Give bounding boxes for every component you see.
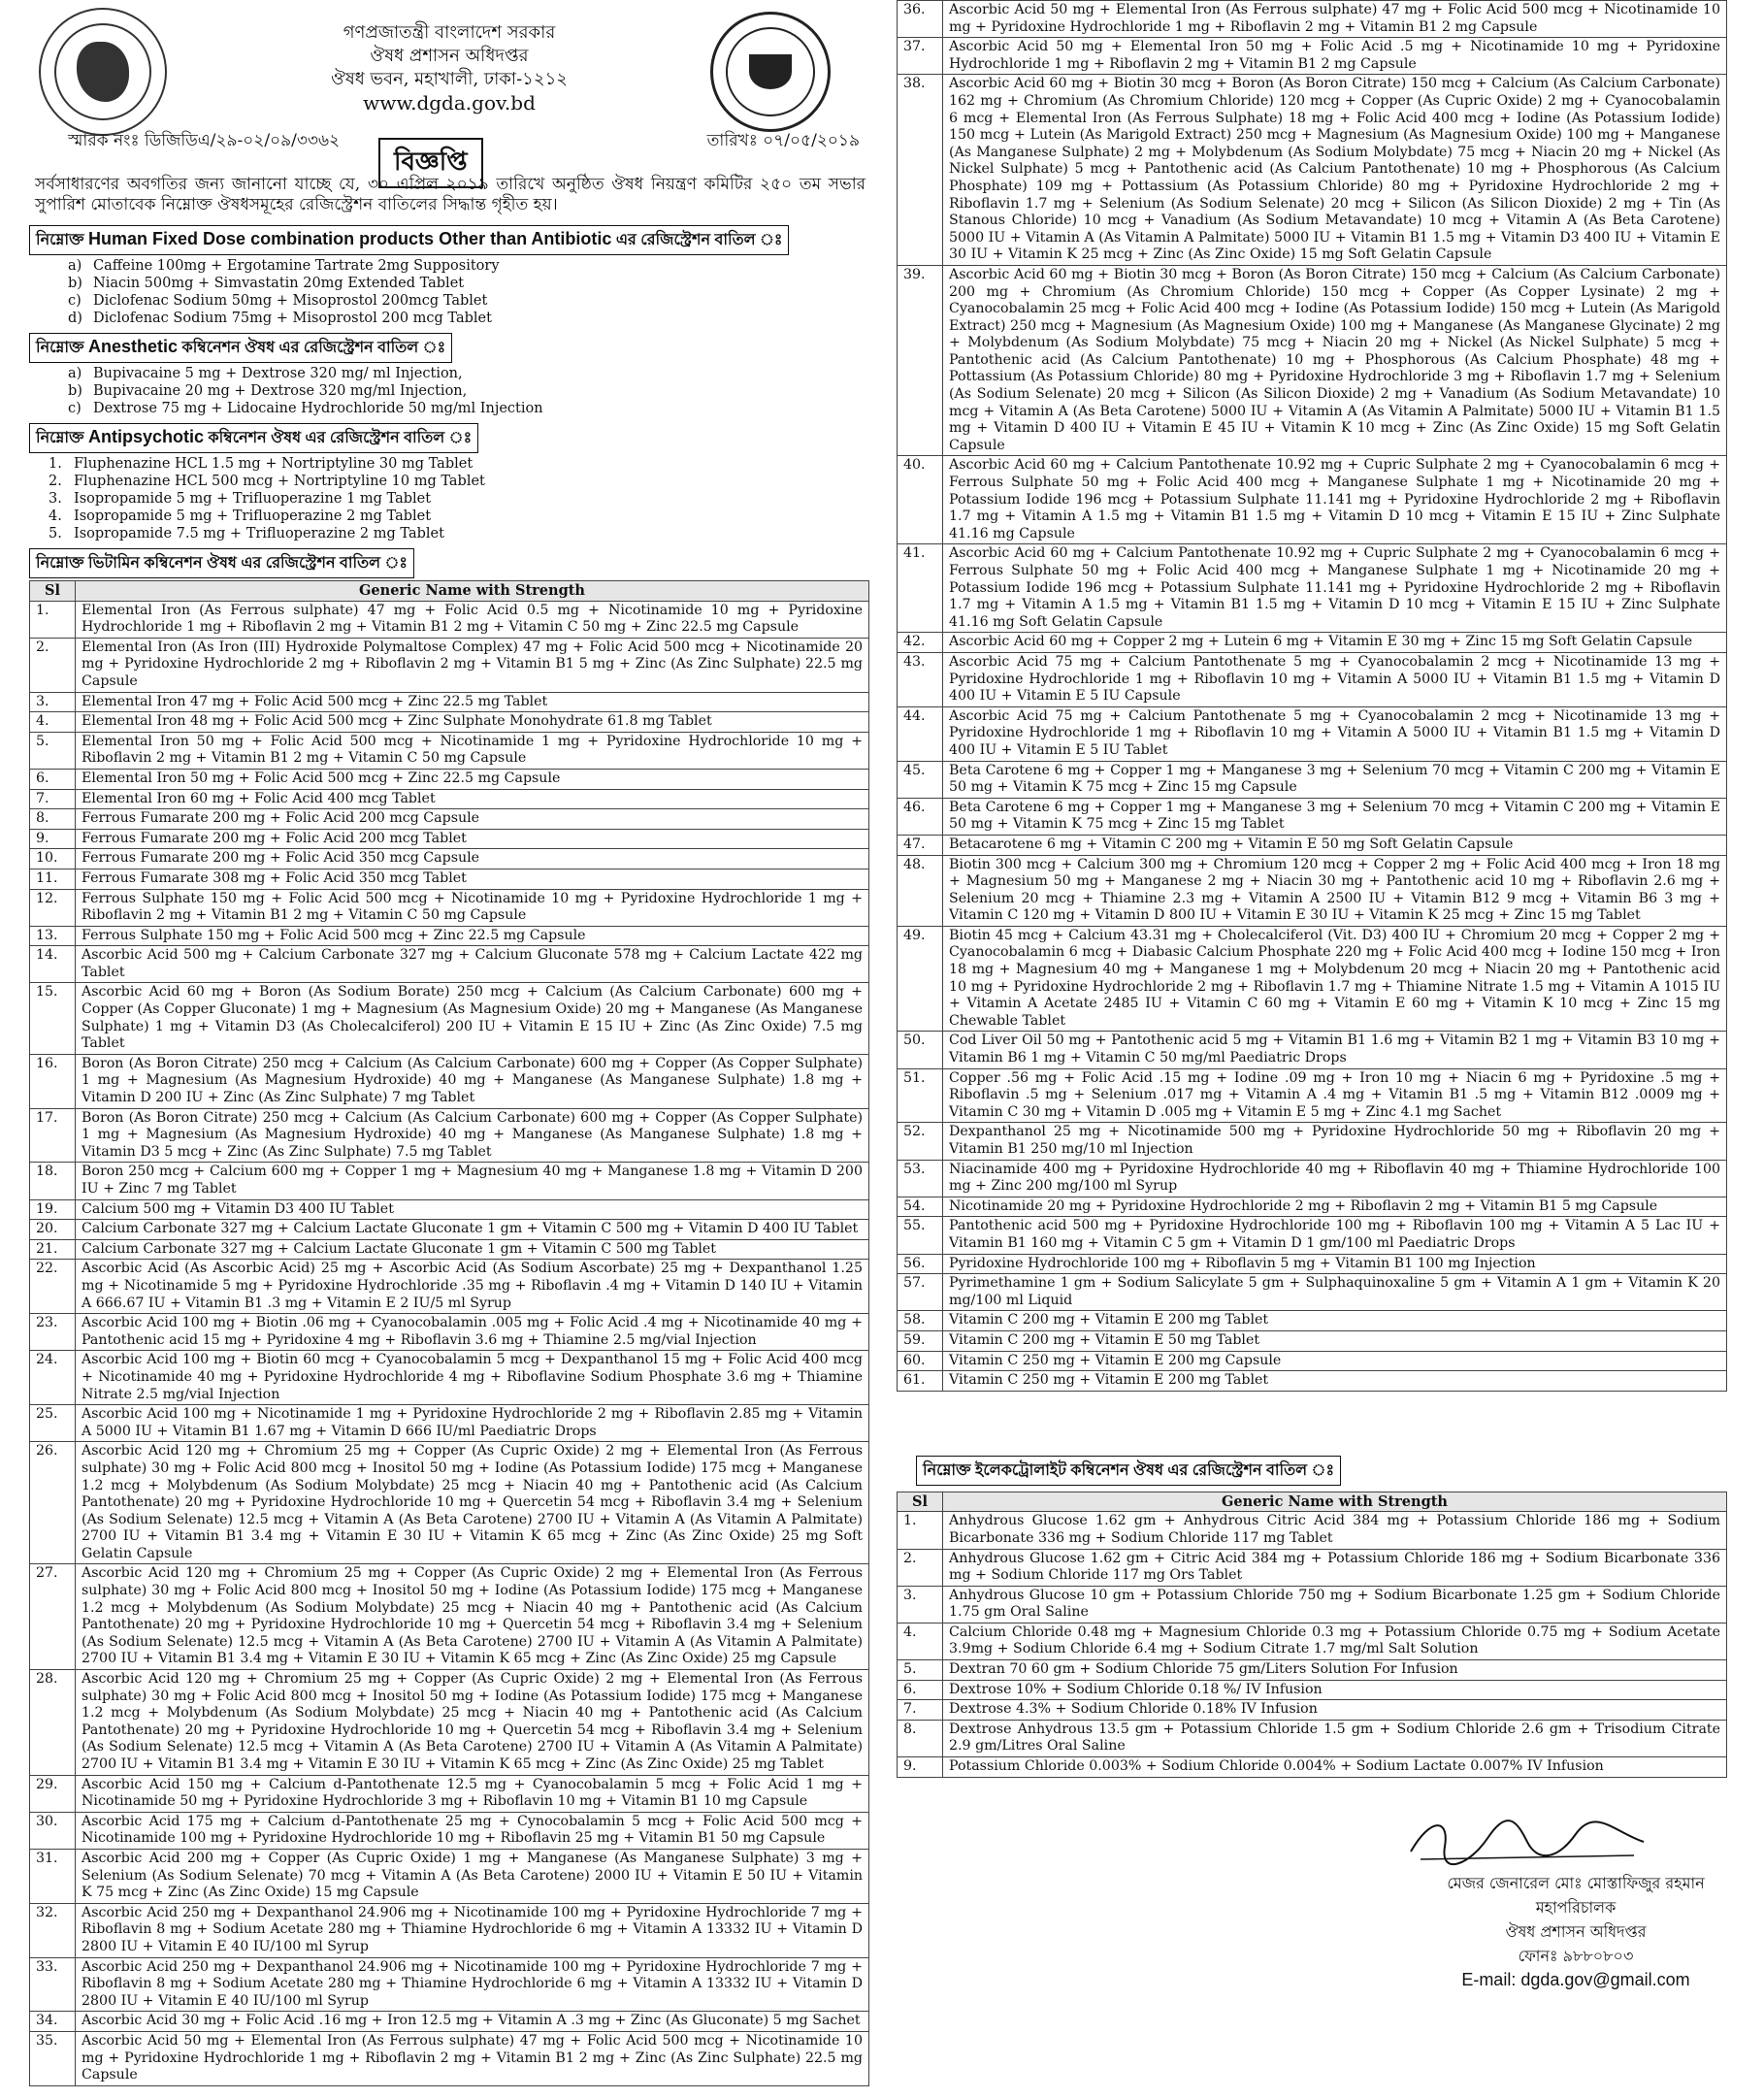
row-generic-name: Niacinamide 400 mg + Pyridoxine Hydrochloride 40 mg + Riboflavin 40 mg + Thiamine Hydrochloride 100 mg + Zinc 200 mg/100 ml Syrup bbox=[943, 1160, 1727, 1197]
table-row bbox=[898, 1680, 1727, 1700]
table-row bbox=[898, 761, 1727, 798]
table-row bbox=[30, 1670, 869, 1776]
row-generic-name: Ascorbic Acid 100 mg + Nicotinamide 1 mg + Pyridoxine Hydrochloride 2 mg + Riboflavin 2.85 mg + Vitamin A 5000 IU + Vitamin B1 1.67 mg + Vitamin D 666 IU/ml Paediatric Drops bbox=[76, 1405, 869, 1442]
table-row bbox=[30, 1220, 869, 1240]
list-item bbox=[68, 292, 869, 310]
row-serial: 55. bbox=[898, 1217, 943, 1254]
government-name: গণপ্রজাতন্ত্রী বাংলাদেশ সরকার bbox=[343, 22, 556, 43]
row-serial: 7. bbox=[898, 1700, 943, 1721]
table-header-sl: Sl bbox=[898, 1492, 943, 1512]
row-serial: 41. bbox=[898, 544, 943, 633]
table-row bbox=[30, 1849, 869, 1903]
table-row bbox=[898, 1720, 1727, 1756]
row-generic-name: Ferrous Fumarate 308 mg + Folic Acid 350 mcg Tablet bbox=[76, 869, 869, 889]
list-marker: b) bbox=[68, 276, 82, 291]
table-header-sl: Sl bbox=[30, 581, 76, 602]
list-marker: 1. bbox=[49, 456, 62, 472]
vitamin-table-part1 bbox=[29, 580, 869, 2086]
row-serial: 13. bbox=[30, 926, 76, 946]
table-row bbox=[30, 1442, 869, 1564]
row-generic-name: Dextrose Anhydrous 13.5 gm + Potassium Chloride 1.5 gm + Sodium Chloride 2.6 gm + Trisodium Citrate 2.9 gm/Litres Oral Saline bbox=[943, 1720, 1727, 1756]
row-serial: 9. bbox=[898, 1757, 943, 1778]
list-item bbox=[68, 365, 869, 382]
row-generic-name: Elemental Iron (As Ferrous sulphate) 47 mg + Folic Acid 0.5 mg + Nicotinamide 10 mg + Pyridoxine Hydrochloride 1 mg + Riboflavin 2 mg + Vitamin B1 2 mg + Vitamin C 50 mg + Zinc 22.5 mg Capsule bbox=[76, 601, 869, 638]
table-row bbox=[30, 1199, 869, 1220]
row-generic-name: Vitamin C 250 mg + Vitamin E 200 mg Capsule bbox=[943, 1351, 1727, 1371]
signature-icon bbox=[1401, 1813, 1653, 1871]
signatory-phone: ফোনঃ ৯৮৮০৮০৩ bbox=[1518, 1946, 1634, 1965]
row-generic-name: Dextran 70 60 gm + Sodium Chloride 75 gm/Liters Solution For Infusion bbox=[943, 1660, 1727, 1681]
row-serial: 32. bbox=[30, 1903, 76, 1957]
row-generic-name: Beta Carotene 6 mg + Copper 1 mg + Manganese 3 mg + Selenium 70 mcg + Vitamin C 200 mg + Vitamin E 50 mg + Vitamin K 75 mcg + Zinc 15 mg Capsule bbox=[943, 761, 1727, 798]
row-serial: 35. bbox=[30, 2031, 76, 2085]
row-generic-name: Elemental Iron 60 mg + Folic Acid 400 mcg Tablet bbox=[76, 789, 869, 809]
table-header-name: Generic Name with Strength bbox=[943, 1492, 1727, 1512]
table-row bbox=[898, 1, 1727, 38]
row-serial: 25. bbox=[30, 1405, 76, 1442]
intro-paragraph: সর্বসাধারণের অবগতির জন্য জানানো যাচ্ছে যে, ৩০ এপ্রিল ২০১৯ তারিখে অনুষ্ঠিত ঔষধ নিয়ন্ত্রণ কমিটির ২৫০ তম সভার সুপারিশ মোতাবেক নিম্নোক্ত ঔষধসমূহের রেজিস্ট্রেশন বাতিলের সিদ্ধান্ত গৃহীত হয়। bbox=[35, 175, 866, 214]
table-row bbox=[898, 1311, 1727, 1331]
row-generic-name: Boron 250 mcg + Calcium 600 mg + Copper 1 mg + Magnesium 40 mg + Manganese 1.8 mg + Vitamin D 200 IU + Zinc 7 mg Tablet bbox=[76, 1163, 869, 1199]
row-generic-name: Ascorbic Acid 100 mg + Biotin .06 mg + Cyanocobalamin .005 mg + Folic Acid .4 mg + Nicotinamide 40 mg + Pantothenic acid 15 mg + Pyridoxine 4 mg + Riboflavin 3.6 mg + Thiamine 2.5 mg/vial Injection bbox=[76, 1314, 869, 1351]
row-generic-name: Ascorbic Acid 75 mg + Calcium Pantothenate 5 mg + Cyanocobalamin 2 mcg + Nicotinamide 13 mg + Pyridoxine Hydrochloride 1 mg + Riboflavin 10 mg + Vitamin A 5000 IU + Vitamin B1 1.5 mg + Vitamin D 400 IU + Vitamin E 5 IU Capsule bbox=[943, 652, 1727, 706]
list-item-text: Bupivacaine 20 mg + Dextrose 320 mg/ml Injection, bbox=[93, 383, 468, 399]
row-generic-name: Anhydrous Glucose 1.62 gm + Anhydrous Citric Acid 384 mg + Potassium Chloride 186 mg + Sodium Bicarbonate 336 mg + Sodium Chloride 117 mg Tablet bbox=[943, 1512, 1727, 1549]
row-generic-name: Vitamin C 250 mg + Vitamin E 200 mg Tablet bbox=[943, 1371, 1727, 1392]
row-serial: 3. bbox=[30, 692, 76, 712]
row-serial: 19. bbox=[30, 1199, 76, 1220]
row-serial: 1. bbox=[898, 1512, 943, 1549]
table-row bbox=[898, 1586, 1727, 1623]
table-row bbox=[30, 1957, 869, 2012]
table-row bbox=[898, 1512, 1727, 1549]
row-generic-name: Ascorbic Acid 60 mg + Boron (As Sodium Borate) 250 mcg + Calcium (As Calcium Carbonate) 600 mg + Copper (As Copper Gluconate) 1 mg + Magnesium (As Magnesium Oxide) 20 mg + Manganese (As Manganese Sulphate) 1 mg + Vitamin D3 (As Cholecalciferol) 200 IU + Vitamin E 15 IU + Zinc (As Zinc Oxide) 7.5 mg Tablet bbox=[76, 983, 869, 1054]
row-serial: 23. bbox=[30, 1314, 76, 1351]
list-marker: c) bbox=[68, 293, 82, 309]
table-row bbox=[30, 869, 869, 889]
list-item-text: Diclofenac Sodium 75mg + Misoprostol 200 mcg Tablet bbox=[93, 311, 492, 326]
row-serial: 15. bbox=[30, 983, 76, 1054]
row-generic-name: Vitamin C 200 mg + Vitamin E 200 mg Tablet bbox=[943, 1311, 1727, 1331]
table-row bbox=[30, 926, 869, 946]
table-row bbox=[30, 1812, 869, 1849]
row-serial: 60. bbox=[898, 1351, 943, 1371]
row-serial: 50. bbox=[898, 1032, 943, 1068]
table-row bbox=[898, 1068, 1727, 1123]
row-serial: 59. bbox=[898, 1330, 943, 1351]
list-item bbox=[49, 508, 869, 525]
list-item-text: Dextrose 75 mg + Lidocaine Hydrochloride 50 mg/ml Injection bbox=[93, 401, 543, 416]
table-row bbox=[898, 706, 1727, 761]
table-row bbox=[898, 1330, 1727, 1351]
table-row bbox=[898, 1351, 1727, 1371]
row-generic-name: Ascorbic Acid 60 mg + Calcium Pantothenate 10.92 mg + Cupric Sulphate 2 mg + Cyanocobalamin 6 mcg + Ferrous Sulphate 50 mg + Folic Acid 400 mcg + Manganese Sulphate 1 mg + Nicotinamide 20 mg + Potassium Iodide 196 mcg + Potassium Sulphate 11.141 mg + Pyridoxine Hydrochloride 2 mg + Riboflavin 1.7 mg + Vitamin A 1.5 mg + Vitamin B1 1.5 mg + Vitamin D 10 mcg + Vitamin E 15 IU + Zinc Sulphate 41.16 mg Soft Gelatin Capsule bbox=[943, 544, 1727, 633]
table-row bbox=[30, 1314, 869, 1351]
row-serial: 49. bbox=[898, 926, 943, 1032]
row-generic-name: Ascorbic Acid 50 mg + Elemental Iron (As Ferrous sulphate) 47 mg + Folic Acid 500 mcg + Nicotinamide 10 mg + Pyridoxine Hydrochloride 1 mg + Riboflavin 2 mg + Vitamin B1 2 mg + Zinc (As Zinc Sulphate) 22.5 mg Capsule bbox=[76, 2031, 869, 2085]
section-heading-fdc: নিম্নোক্ত Human Fixed Dose combination products Other than Antibiotic এর রেজিস্ট্রেশন বাতিল ঃ bbox=[29, 225, 789, 255]
list-marker: a) bbox=[68, 258, 82, 274]
row-generic-name: Dextrose 10% + Sodium Chloride 0.18 %/ IV Infusion bbox=[943, 1680, 1727, 1700]
list-item-text: Niacin 500mg + Simvastatin 20mg Extended Tablet bbox=[93, 276, 465, 291]
row-generic-name: Boron (As Boron Citrate) 250 mcg + Calcium (As Calcium Carbonate) 600 mg + Copper (As Copper Sulphate) 1 mg + Magnesium (As Magnesium Hydroxide) 40 mg + Manganese (As Manganese Sulphate) 1.8 mg + Vitamin D3 5 mcg + Zinc (As Zinc Sulphate) 7.5 mg Tablet bbox=[76, 1108, 869, 1163]
table-row bbox=[30, 1163, 869, 1199]
row-generic-name: Biotin 45 mcg + Calcium 43.31 mg + Cholecalciferol (Vit. D3) 400 IU + Chromium 20 mcg + Copper 2 mg + Cyanocobalamin 6 mcg + Diabasic Calcium Phosphate 220 mg + Folic Acid 400 mcg + Iodine 150 mcg + Iron 18 mg + Magnesium 40 mg + Manganese 1 mg + Molybdenum 20 mcg + Niacin 20 mg + Pantothenic acid 10 mg + Pyridoxine Hydrochloride 2 mg + Riboflavin 1.7 mg + Thiamine Nitrate 1.5 mg + Vitamin A 1015 IU + Vitamin A Acetate 2485 IU + Vitamin C 60 mg + Vitamin E 60 mg + Vitamin K 10 mcg + Zinc 15 mg Chewable Tablet bbox=[943, 926, 1727, 1032]
table-row bbox=[30, 829, 869, 849]
table-row bbox=[30, 769, 869, 789]
row-generic-name: Pyrimethamine 1 gm + Sodium Salicylate 5 gm + Sulphaquinoxaline 5 gm + Vitamin A 1 gm + Vitamin K 20 mg/100 ml Liquid bbox=[943, 1274, 1727, 1311]
table-row bbox=[898, 265, 1727, 456]
letterhead bbox=[29, 0, 869, 177]
left-column bbox=[29, 0, 869, 2086]
table-row bbox=[30, 889, 869, 926]
table-row bbox=[30, 946, 869, 983]
table-row bbox=[30, 692, 869, 712]
row-serial: 40. bbox=[898, 456, 943, 544]
row-serial: 9. bbox=[30, 829, 76, 849]
table-row bbox=[898, 798, 1727, 835]
list-item bbox=[49, 455, 869, 473]
table-row bbox=[898, 1123, 1727, 1160]
row-serial: 56. bbox=[898, 1254, 943, 1274]
row-generic-name: Ascorbic Acid 150 mg + Calcium d-Pantothenate 12.5 mg + Cyanocobalamin 5 mcg + Folic Acid 1 mg + Nicotinamide 50 mg + Pyridoxine Hydrochloride 3 mg + Riboflavin 10 mg + Vitamin B1 10 mg Capsule bbox=[76, 1775, 869, 1812]
row-serial: 6. bbox=[898, 1680, 943, 1700]
list-item-text: Fluphenazine HCL 1.5 mg + Nortriptyline 30 mg Tablet bbox=[74, 456, 474, 472]
row-serial: 52. bbox=[898, 1123, 943, 1160]
list-item bbox=[49, 525, 869, 542]
row-serial: 29. bbox=[30, 1775, 76, 1812]
table-row bbox=[30, 1054, 869, 1108]
table-row bbox=[898, 75, 1727, 266]
row-serial: 18. bbox=[30, 1163, 76, 1199]
list-item bbox=[68, 310, 869, 327]
row-generic-name: Ascorbic Acid 120 mg + Chromium 25 mg + Copper (As Cupric Oxide) 2 mg + Elemental Iron (As Ferrous sulphate) 30 mg + Folic Acid 800 mcg + Inositol 50 mg + Iodine (As Potassium Iodide) 175 mcg + Manganese 1.2 mcg + Molybdenum (As Sodium Molybdate) 25 mcg + Niacin 40 mg + Pantothenic acid (As Calcium Pantothenate) 20 mg + Pyridoxine Hydrochloride 10 mg + Quercetin 54 mcg + Riboflavin 3.4 mg + Selenium (As Sodium Selenate) 12.5 mcg + Vitamin A (As Beta Carotene) 2700 IU + Vitamin A (As Vitamin A Palmitate) 2700 IU + Vitamin B1 3.4 mg + Vitamin E 30 IU + Vitamin K 65 mcg + Zinc (As Zinc Oxide) 25 mg Soft Gelatin Capsule bbox=[76, 1442, 869, 1564]
row-generic-name: Ascorbic Acid 50 mg + Elemental Iron 50 mg + Folic Acid .5 mg + Nicotinamide 10 mg + Pyridoxine Hydrochloride 1 mg + Riboflavin 2 mg + Vitamin B1 2 mg Capsule bbox=[943, 38, 1727, 75]
table-row bbox=[30, 849, 869, 869]
row-generic-name: Ferrous Fumarate 200 mg + Folic Acid 200 mcg Capsule bbox=[76, 809, 869, 830]
row-serial: 17. bbox=[30, 1108, 76, 1163]
table-row bbox=[30, 1405, 869, 1442]
table-row bbox=[898, 1549, 1727, 1586]
list-item-text: Isopropamide 5 mg + Trifluoperazine 2 mg Tablet bbox=[74, 508, 432, 524]
table-row bbox=[30, 1775, 869, 1812]
row-generic-name: Elemental Iron 48 mg + Folic Acid 500 mcg + Zinc Sulphate Monohydrate 61.8 mg Tablet bbox=[76, 712, 869, 733]
row-generic-name: Elemental Iron 47 mg + Folic Acid 500 mcg + Zinc 22.5 mg Tablet bbox=[76, 692, 869, 712]
row-generic-name: Ascorbic Acid 100 mg + Biotin 60 mcg + Cyanocobalamin 5 mcg + Dexpanthanol 15 mg + Folic Acid 400 mcg + Nicotinamide 40 mg + Pyridoxine Hydrochloride 4 mg + Riboflavine Sodium Phosphate 3.6 mg + Thiamine Nitrate 2.5 mg/vial Injection bbox=[76, 1351, 869, 1405]
table-row bbox=[30, 1108, 869, 1163]
vitamin-table-part2 bbox=[897, 0, 1727, 1392]
section-heading-electrolyte: নিম্নোক্ত ইলেকট্রোলাইট কম্বিনেশন ঔষধ এর রেজিস্ট্রেশন বাতিল ঃ bbox=[916, 1456, 1341, 1486]
row-generic-name: Vitamin C 200 mg + Vitamin E 50 mg Tablet bbox=[943, 1330, 1727, 1351]
table-row bbox=[898, 456, 1727, 544]
list-item-text: Isopropamide 5 mg + Trifluoperazine 1 mg Tablet bbox=[74, 491, 432, 507]
department-address: ঔষধ ভবন, মহাখালী, ঢাকা-১২১২ bbox=[331, 69, 568, 89]
row-serial: 1. bbox=[30, 601, 76, 638]
list-item-text: Bupivacaine 5 mg + Dextrose 320 mg/ ml Injection, bbox=[93, 366, 463, 381]
row-serial: 42. bbox=[898, 633, 943, 653]
row-serial: 4. bbox=[898, 1623, 943, 1659]
row-generic-name: Elemental Iron 50 mg + Folic Acid 500 mcg + Zinc 22.5 mg Capsule bbox=[76, 769, 869, 789]
row-serial: 6. bbox=[30, 769, 76, 789]
table-row bbox=[30, 809, 869, 830]
section-heading-anesthetic: নিম্নোক্ত Anesthetic কম্বিনেশন ঔষধ এর রেজিস্ট্রেশন বাতিল ঃ bbox=[29, 333, 452, 363]
row-generic-name: Ascorbic Acid 200 mg + Copper (As Cupric Oxide) 1 mg + Manganese (As Manganese Sulphate) 3 mg + Selenium (As Sodium Selenate) 70 mcg + Vitamin A (As Beta Carotene) 2000 IU + Vitamin E 50 IU + Vitamin K 75 mcg + Zinc (As Zinc Oxide) 15 mg Capsule bbox=[76, 1849, 869, 1903]
table-row bbox=[898, 1274, 1727, 1311]
row-serial: 5. bbox=[898, 1660, 943, 1681]
table-row bbox=[30, 601, 869, 638]
table-row bbox=[30, 638, 869, 692]
table-row bbox=[898, 1160, 1727, 1197]
row-generic-name: Elemental Iron 50 mg + Folic Acid 500 mcg + Nicotinamide 1 mg + Pyridoxine Hydrochloride 10 mg + Riboflavin 2 mg + Vitamin B1 2 mg + Vitamin C 50 mg Capsule bbox=[76, 732, 869, 769]
table-row bbox=[30, 1351, 869, 1405]
row-serial: 3. bbox=[898, 1586, 943, 1623]
section-heading-antipsychotic: নিম্নোক্ত Antipsychotic কম্বিনেশন ঔষধ এর রেজিস্ট্রেশন বাতিল ঃ bbox=[29, 423, 478, 453]
row-serial: 53. bbox=[898, 1160, 943, 1197]
signatory-name: মেজর জেনারেল মোঃ মোস্তাফিজুর রহমান bbox=[1447, 1873, 1705, 1892]
row-serial: 34. bbox=[30, 2012, 76, 2032]
row-serial: 36. bbox=[898, 1, 943, 38]
list-item bbox=[68, 257, 869, 275]
row-generic-name: Ascorbic Acid 50 mg + Elemental Iron (As Ferrous sulphate) 47 mg + Folic Acid 500 mcg + Nicotinamide 10 mg + Pyridoxine Hydrochloride 1 mg + Riboflavin 2 mg + Vitamin B1 2 mg Capsule bbox=[943, 1, 1727, 38]
anesthetic-list bbox=[68, 365, 869, 417]
table-row bbox=[898, 652, 1727, 706]
row-generic-name: Biotin 300 mcg + Calcium 300 mg + Chromium 120 mcg + Copper 2 mg + Folic Acid 400 mcg + Iron 18 mg + Magnesium 50 mg + Manganese 2 mg + Niacin 30 mg + Pantothenic acid 10 mg + Riboflavin 2.6 mg + Selenium 20 mcg + Thiamine 2.3 mg + Vitamin A 2500 IU + Vitamin B12 9 mcg + Vitamin B6 3 mg + Vitamin C 120 mg + Vitamin D 800 IU + Vitamin E 30 IU + Vitamin K 25 mcg + Zinc 15 mg Tablet bbox=[943, 855, 1727, 926]
row-generic-name: Ascorbic Acid 60 mg + Calcium Pantothenate 10.92 mg + Cupric Sulphate 2 mg + Cyanocobalamin 6 mcg + Ferrous Sulphate 50 mg + Folic Acid 400 mcg + Manganese Sulphate 1 mg + Nicotinamide 20 mg + Potassium Iodide 196 mcg + Potassium Sulphate 11.141 mg + Pyridoxine Hydrochloride 2 mg + Riboflavin 1.7 mg + Vitamin A 1.5 mg + Vitamin B1 1.5 mg + Vitamin D 10 mcg + Vitamin E 15 IU + Zinc Sulphate 41.16 mg Capsule bbox=[943, 456, 1727, 544]
list-item-text: Diclofenac Sodium 50mg + Misoprostol 200mcg Tablet bbox=[93, 293, 488, 309]
row-generic-name: Ferrous Fumarate 200 mg + Folic Acid 200 mcg Tablet bbox=[76, 829, 869, 849]
row-serial: 61. bbox=[898, 1371, 943, 1392]
row-serial: 8. bbox=[30, 809, 76, 830]
row-generic-name: Cod Liver Oil 50 mg + Pantothenic acid 5 mg + Vitamin B1 1.6 mg + Vitamin B2 1 mg + Vitamin B3 10 mg + Vitamin B6 1 mg + Vitamin C 50 mg/ml Paediatric Drops bbox=[943, 1032, 1727, 1068]
row-serial: 31. bbox=[30, 1849, 76, 1903]
row-generic-name: Anhydrous Glucose 1.62 gm + Citric Acid 384 mg + Potassium Chloride 186 mg + Sodium Bicarbonate 336 mg + Sodium Chloride 117 mg Ors Tablet bbox=[943, 1549, 1727, 1586]
electrolyte-table bbox=[897, 1492, 1727, 1778]
row-serial: 48. bbox=[898, 855, 943, 926]
table-row bbox=[30, 732, 869, 769]
list-item bbox=[49, 490, 869, 508]
row-serial: 12. bbox=[30, 889, 76, 926]
row-serial: 57. bbox=[898, 1274, 943, 1311]
table-row bbox=[30, 2012, 869, 2032]
table-header-name: Generic Name with Strength bbox=[76, 581, 869, 602]
list-marker: b) bbox=[68, 383, 82, 399]
table-row bbox=[898, 1757, 1727, 1778]
row-serial: 37. bbox=[898, 38, 943, 75]
signatory-office: ঔষধ প্রশাসন অধিদপ্তর bbox=[1505, 1921, 1647, 1941]
table-row bbox=[30, 2031, 869, 2085]
row-generic-name: Pantothenic acid 500 mg + Pyridoxine Hydrochloride 100 mg + Riboflavin 100 mg + Vitamin A 5 Lac IU + Vitamin B1 160 mg + Vitamin C 5 gm + Vitamin D 1 gm/100 ml Paediatric Drops bbox=[943, 1217, 1727, 1254]
row-generic-name: Ascorbic Acid (As Ascorbic Acid) 25 mg + Ascorbic Acid (As Sodium Ascorbate) 25 mg + Dexpanthanol 1.25 mg + Nicotinamide 5 mg + Pyridoxine Hydrochloride .35 mg + Riboflavin .4 mg + Vitamin D 140 IU + Vitamin A 666.67 IU + Vitamin B1 .3 mg + Vitamin E 2 IU/5 ml Syrup bbox=[76, 1260, 869, 1314]
list-marker: 2. bbox=[49, 474, 62, 489]
row-serial: 43. bbox=[898, 652, 943, 706]
row-generic-name: Ferrous Fumarate 200 mg + Folic Acid 350 mcg Capsule bbox=[76, 849, 869, 869]
row-serial: 38. bbox=[898, 75, 943, 266]
table-row bbox=[898, 38, 1727, 75]
row-serial: 14. bbox=[30, 946, 76, 983]
list-marker: 5. bbox=[49, 526, 62, 541]
table-row bbox=[898, 1217, 1727, 1254]
row-generic-name: Nicotinamide 20 mg + Pyridoxine Hydrochloride 2 mg + Riboflavin 2 mg + Vitamin B1 5 mg Capsule bbox=[943, 1197, 1727, 1217]
memo-number: স্মারক নংঃ ডিজিডিএ/২৯-০২/০৯/৩৩৬২ bbox=[68, 131, 341, 150]
table-row bbox=[898, 1660, 1727, 1681]
row-generic-name: Pyridoxine Hydrochloride 100 mg + Riboflavin 5 mg + Vitamin B1 100 mg Injection bbox=[943, 1254, 1727, 1274]
table-row bbox=[30, 789, 869, 809]
table-row bbox=[30, 1564, 869, 1670]
row-generic-name: Ascorbic Acid 120 mg + Chromium 25 mg + Copper (As Cupric Oxide) 2 mg + Elemental Iron (As Ferrous sulphate) 30 mg + Folic Acid 800 mcg + Inositol 50 mg + Iodine (As Potassium Iodide) 175 mcg + Manganese 1.2 mcg + Molybdenum (As Sodium Molybdate) 25 mcg + Niacin 40 mg + Pantothenic acid (As Calcium Pantothenate) 20 mg + Pyridoxine Hydrochloride 10 mg + Quercetin 54 mcg + Riboflavin 3.4 mg + Selenium (As Sodium Selenate) 12.5 mcg + Vitamin A (As Beta Carotene) 2700 IU + Vitamin A (As Vitamin A Palmitate) 2700 IU + Vitamin B1 3.4 mg + Vitamin E 30 IU + Vitamin K 65 mcg + Zinc (As Zinc Oxide) 25 mg Capsule bbox=[76, 1564, 869, 1670]
row-generic-name: Copper .56 mg + Folic Acid .15 mg + Iodine .09 mg + Iron 10 mg + Niacin 6 mg + Pyridoxine .5 mg + Riboflavin .5 mg + Selenium .017 mg + Vitamin A .4 mg + Vitamin B1 .5 mg + Vitamin B12 .0009 mg + Vitamin C 30 mg + Vitamin D .005 mg + Vitamin E 5 mg + Zinc 4.1 mg Sachet bbox=[943, 1068, 1727, 1123]
fdc-list bbox=[68, 257, 869, 327]
row-generic-name: Ascorbic Acid 75 mg + Calcium Pantothenate 5 mg + Cyanocobalamin 2 mcg + Nicotinamide 13 mg + Pyridoxine Hydrochloride 1 mg + Riboflavin 10 mg + Vitamin A 5000 IU + Vitamin B1 1.5 mg + Vitamin D 400 IU + Vitamin E 5 IU Tablet bbox=[943, 706, 1727, 761]
row-serial: 11. bbox=[30, 869, 76, 889]
row-generic-name: Ascorbic Acid 60 mg + Biotin 30 mcg + Boron (As Boron Citrate) 150 mcg + Calcium (As Calcium Carbonate) 162 mg + Chromium (As Chromium Chloride) 120 mcg + Copper (As Cupric Oxide) 2 mg + Cyanocobalamin 6 mcg + Elemental Iron (As Ferrous Sulphate) 18 mg + Folic Acid 400 mcg + Iodine (As Potassium Iodide) 150 mcg + Lutein (As Marigold Extract) 250 mcg + Magnesium (As Magnesium Oxide) 100 mg + Manganese (As Manganese Sulphate) 2 mg + Molybdenum (As Sodium Molybdate) 75 mcg + Niacin 20 mg + Nickel (As Nickel Sulphate) 5 mcg + Pantothenic acid (As Calcium Pantothenate) 10 mg + Phosphorous (As Calcium Phosphate) 109 mg + Pottassium (As Potassium Chloride) 80 mg + Pyridoxine Hydrochloride 2 mg + Riboflavin 1.7 mg + Selenium (As Sodium Selenate) 20 mcg + Silicon (As Silicon Dioxide) 2 mg + Tin (As Stanous Chloride) 10 mcg + Vanadium (As Sodium Metavandate) 10 mcg + Vitamin A (As Beta Carotene) 5000 IU + Vitamin A (As Vitamin A Palmitate) 5000 IU + Vitamin B1 1.5 mg + Vitamin D3 400 IU + Vitamin E 30 IU + Vitamin K 25 mcg + Zinc (As Zinc Oxide) 15 mg Soft Gelatin Capsule bbox=[943, 75, 1727, 266]
table-row bbox=[898, 835, 1727, 855]
row-serial: 58. bbox=[898, 1311, 943, 1331]
table-row bbox=[30, 983, 869, 1054]
signatory-email[interactable]: E-mail: dgda.gov@gmail.com bbox=[1461, 1969, 1690, 1989]
row-serial: 7. bbox=[30, 789, 76, 809]
row-generic-name: Ferrous Sulphate 150 mg + Folic Acid 500 mcg + Nicotinamide 10 mg + Pyridoxine Hydrochloride 1 mg + Riboflavin 2 mg + Vitamin B1 2 mg + Vitamin C 50 mg Capsule bbox=[76, 889, 869, 926]
row-generic-name: Ascorbic Acid 500 mg + Calcium Carbonate 327 mg + Calcium Gluconate 578 mg + Calcium Lactate 422 mg Tablet bbox=[76, 946, 869, 983]
table-row bbox=[30, 1903, 869, 1957]
row-serial: 30. bbox=[30, 1812, 76, 1849]
table-row bbox=[898, 1197, 1727, 1217]
row-generic-name: Calcium Carbonate 327 mg + Calcium Lactate Gluconate 1 gm + Vitamin C 500 mg Tablet bbox=[76, 1239, 869, 1260]
row-serial: 5. bbox=[30, 732, 76, 769]
table-row bbox=[898, 855, 1727, 926]
list-marker: 4. bbox=[49, 508, 62, 524]
row-generic-name: Ascorbic Acid 250 mg + Dexpanthanol 24.906 mg + Nicotinamide 100 mg + Pyridoxine Hydrochloride 7 mg + Riboflavin 8 mg + Sodium Acetate 280 mg + Thiamine Hydrochloride 6 mg + Vitamin A 13332 IU + Vitamin D 2800 IU + Vitamin E 40 IU/100 ml Syrup bbox=[76, 1957, 869, 2012]
table-row bbox=[30, 712, 869, 733]
table-row bbox=[898, 926, 1727, 1032]
row-generic-name: Calcium 500 mg + Vitamin D3 400 IU Tablet bbox=[76, 1199, 869, 1220]
antipsychotic-list bbox=[49, 455, 869, 542]
list-item bbox=[68, 275, 869, 292]
row-generic-name: Beta Carotene 6 mg + Copper 1 mg + Manganese 3 mg + Selenium 70 mcg + Vitamin C 200 mg + Vitamin E 50 mg + Vitamin K 75 mcg + Zinc 15 mg Tablet bbox=[943, 798, 1727, 835]
table-row bbox=[30, 1239, 869, 1260]
row-generic-name: Dexpanthanol 25 mg + Nicotinamide 500 mg + Pyridoxine Hydrochloride 50 mg + Riboflavin 20 mg + Vitamin B1 250 mg/10 ml Injection bbox=[943, 1123, 1727, 1160]
website-link[interactable]: www.dgda.gov.bd bbox=[363, 91, 536, 115]
row-serial: 10. bbox=[30, 849, 76, 869]
row-generic-name: Calcium Carbonate 327 mg + Calcium Lactate Gluconate 1 gm + Vitamin C 500 mg + Vitamin D 400 IU Tablet bbox=[76, 1220, 869, 1240]
list-item-text: Caffeine 100mg + Ergotamine Tartrate 2mg Suppository bbox=[93, 258, 500, 274]
row-serial: 16. bbox=[30, 1054, 76, 1108]
notice-date: তারিখঃ ০৭/০৫/২০১৯ bbox=[706, 131, 860, 150]
list-item-text: Fluphenazine HCL 500 mcg + Nortriptyline 10 mg Tablet bbox=[74, 474, 485, 489]
row-generic-name: Betacarotene 6 mg + Vitamin C 200 mg + Vitamin E 50 mg Soft Gelatin Capsule bbox=[943, 835, 1727, 855]
row-serial: 33. bbox=[30, 1957, 76, 2012]
list-marker: d) bbox=[68, 311, 82, 326]
list-marker: c) bbox=[68, 401, 82, 416]
row-serial: 20. bbox=[30, 1220, 76, 1240]
section-heading-vitamin: নিম্নোক্ত ভিটামিন কম্বিনেশন ঔষধ এর রেজিস্ট্রেশন বাতিল ঃ bbox=[29, 548, 414, 578]
department-name: ঔষধ প্রশাসন অধিদপ্তর bbox=[370, 46, 529, 66]
row-serial: 54. bbox=[898, 1197, 943, 1217]
table-row bbox=[898, 1700, 1727, 1721]
table-row bbox=[30, 1260, 869, 1314]
row-serial: 46. bbox=[898, 798, 943, 835]
row-serial: 51. bbox=[898, 1068, 943, 1123]
list-marker: 3. bbox=[49, 491, 62, 507]
row-serial: 27. bbox=[30, 1564, 76, 1670]
row-serial: 44. bbox=[898, 706, 943, 761]
signatory-details bbox=[1440, 1871, 1712, 1992]
row-generic-name: Ascorbic Acid 120 mg + Chromium 25 mg + Copper (As Cupric Oxide) 2 mg + Elemental Iron (As Ferrous sulphate) 30 mg + Folic Acid 800 mcg + Inositol 50 mg + Iodine (As Potassium Iodide) 175 mcg + Manganese 1.2 mcg + Molybdenum (As Sodium Molybdate) 25 mcg + Niacin 40 mg + Pantothenic acid (As Calcium Pantothenate) 20 mg + Pyridoxine Hydrochloride 10 mg + Quercetin 54 mcg + Riboflavin 3.4 mg + Selenium (As Sodium Selenate) 12.5 mcg + Vitamin A (As Beta Carotene) 2700 IU + Vitamin A (As Vitamin A Palmitate) 2700 IU + Vitamin B1 3.4 mg + Vitamin E 30 IU + Vitamin K 65 mcg + Zinc (As Zinc Oxide) 25 mg Tablet bbox=[76, 1670, 869, 1776]
row-serial: 28. bbox=[30, 1670, 76, 1776]
table-row bbox=[898, 1623, 1727, 1659]
list-item bbox=[68, 400, 869, 417]
list-marker: a) bbox=[68, 366, 82, 381]
row-generic-name: Elemental Iron (As Iron (III) Hydroxide Polymaltose Complex) 47 mg + Folic Acid 500 mcg + Nicotinamide 20 mg + Pyridoxine Hydrochloride 2 mg + Riboflavin 2 mg + Vitamin B1 5 mg + Zinc (As Zinc Sulphate) 22.5 mg Capsule bbox=[76, 638, 869, 692]
list-item bbox=[68, 382, 869, 400]
list-item bbox=[49, 473, 869, 490]
row-serial: 2. bbox=[30, 638, 76, 692]
row-serial: 4. bbox=[30, 712, 76, 733]
row-generic-name: Potassium Chloride 0.003% + Sodium Chloride 0.004% + Sodium Lactate 0.007% IV Infusion bbox=[943, 1757, 1727, 1778]
table-row bbox=[898, 633, 1727, 653]
row-generic-name: Ascorbic Acid 30 mg + Folic Acid .16 mg + Iron 12.5 mg + Vitamin A .3 mg + Zinc (As Gluconate) 5 mg Sachet bbox=[76, 2012, 869, 2032]
row-generic-name: Ascorbic Acid 250 mg + Dexpanthanol 24.906 mg + Nicotinamide 100 mg + Pyridoxine Hydrochloride 7 mg + Riboflavin 8 mg + Sodium Acetate 280 mg + Thiamine Hydrochloride 6 mg + Vitamin A 13332 IU + Vitamin D 2800 IU + Vitamin E 40 IU/100 ml Syrup bbox=[76, 1903, 869, 1957]
table-row bbox=[898, 1032, 1727, 1068]
row-generic-name: Calcium Chloride 0.48 mg + Magnesium Chloride 0.3 mg + Potassium Chloride 0.75 mg + Sodium Acetate 3.9mg + Sodium Chloride 6.4 mg + Sodium Citrate 1.7 mg/ml Salt Solution bbox=[943, 1623, 1727, 1659]
row-generic-name: Anhydrous Glucose 10 gm + Potassium Chloride 750 mg + Sodium Bicarbonate 1.25 gm + Sodium Chloride 1.75 gm Oral Saline bbox=[943, 1586, 1727, 1623]
signature-block bbox=[897, 1803, 1727, 2007]
row-generic-name: Boron (As Boron Citrate) 250 mcg + Calcium (As Calcium Carbonate) 600 mg + Copper (As Copper Sulphate) 1 mg + Magnesium (As Magnesium Hydroxide) 40 mg + Manganese (As Manganese Sulphate) 1.8 mg + Vitamin D 200 IU + Zinc (As Zinc Sulphate) 7 mg Tablet bbox=[76, 1054, 869, 1108]
row-serial: 21. bbox=[30, 1239, 76, 1260]
row-serial: 8. bbox=[898, 1720, 943, 1756]
row-generic-name: Dextrose 4.3% + Sodium Chloride 0.18% IV Infusion bbox=[943, 1700, 1727, 1721]
row-generic-name: Ascorbic Acid 175 mg + Calcium d-Pantothenate 25 mg + Cynocobalamin 5 mcg + Folic Acid 500 mcg + Nicotinamide 100 mg + Pyridoxine Hydrochloride 10 mg + Riboflavin 25 mg + Vitamin B1 50 mg Capsule bbox=[76, 1812, 869, 1849]
signatory-designation: মহাপরিচালক bbox=[1535, 1897, 1617, 1917]
row-serial: 39. bbox=[898, 265, 943, 456]
row-generic-name: Ferrous Sulphate 150 mg + Folic Acid 500 mcg + Zinc 22.5 mg Capsule bbox=[76, 926, 869, 946]
row-serial: 45. bbox=[898, 761, 943, 798]
row-serial: 22. bbox=[30, 1260, 76, 1314]
row-serial: 24. bbox=[30, 1351, 76, 1405]
table-row bbox=[898, 544, 1727, 633]
row-serial: 26. bbox=[30, 1442, 76, 1564]
notice-title: বিজ্ঞপ্তি bbox=[378, 138, 483, 188]
table-row bbox=[898, 1254, 1727, 1274]
table-row bbox=[898, 1371, 1727, 1392]
row-serial: 2. bbox=[898, 1549, 943, 1586]
right-column bbox=[897, 0, 1727, 2007]
list-item-text: Isopropamide 7.5 mg + Trifluoperazine 2 mg Tablet bbox=[74, 526, 444, 541]
dgda-logo-icon bbox=[710, 12, 831, 132]
row-serial: 47. bbox=[898, 835, 943, 855]
row-generic-name: Ascorbic Acid 60 mg + Biotin 30 mcg + Boron (As Boron Citrate) 150 mcg + Calcium (As Calcium Carbonate) 200 mg + Chromium (As Chromium Chloride) 150 mcg + Copper (As Copper Lysinate) 2 mg + Cyanocobalamin 25 mcg + Folic Acid 400 mcg + Iodine (As Potassium Iodide) 150 mcg + Lutein (As Marigold Extract) 250 mcg + Magnesium (As Magnesium Oxide) 100 mg + Manganese (As Manganese Glycinate) 2 mg + Molybdenum (As Sodium Molybdate) 75 mcg + Niacin 20 mg + Nickel (As Nickel Sulphate) 5 mcg + Pantothenic acid (As Calcium Pantothenate) 10 mg + Phosphorous (As Calcium Phosphate) 48 mg + Pottassium (As Potassium Chloride) 80 mg + Pyridoxine Hydrochloride 3 mg + Riboflavin 1.7 mg + Selenium (As Sodium Selenate) 20 mcg + Silicon (As Silicon Dioxide) 2 mg + Vanadium (As Sodium Metavandate) 10 mcg + Vitamin A (As Beta Carotene) 5000 IU + Vitamin A (As Vitamin A Palmitate) 5000 IU + Vitamin B1 1.5 mg + Vitamin D 400 IU + Vitamin E 45 IU + Vitamin K 10 mcg + Zinc (As Zinc Oxide) 15 mg Soft Gelatin Capsule bbox=[943, 265, 1727, 456]
row-generic-name: Ascorbic Acid 60 mg + Copper 2 mg + Lutein 6 mg + Vitamin E 30 mg + Zinc 15 mg Soft Gelatin Capsule bbox=[943, 633, 1727, 653]
